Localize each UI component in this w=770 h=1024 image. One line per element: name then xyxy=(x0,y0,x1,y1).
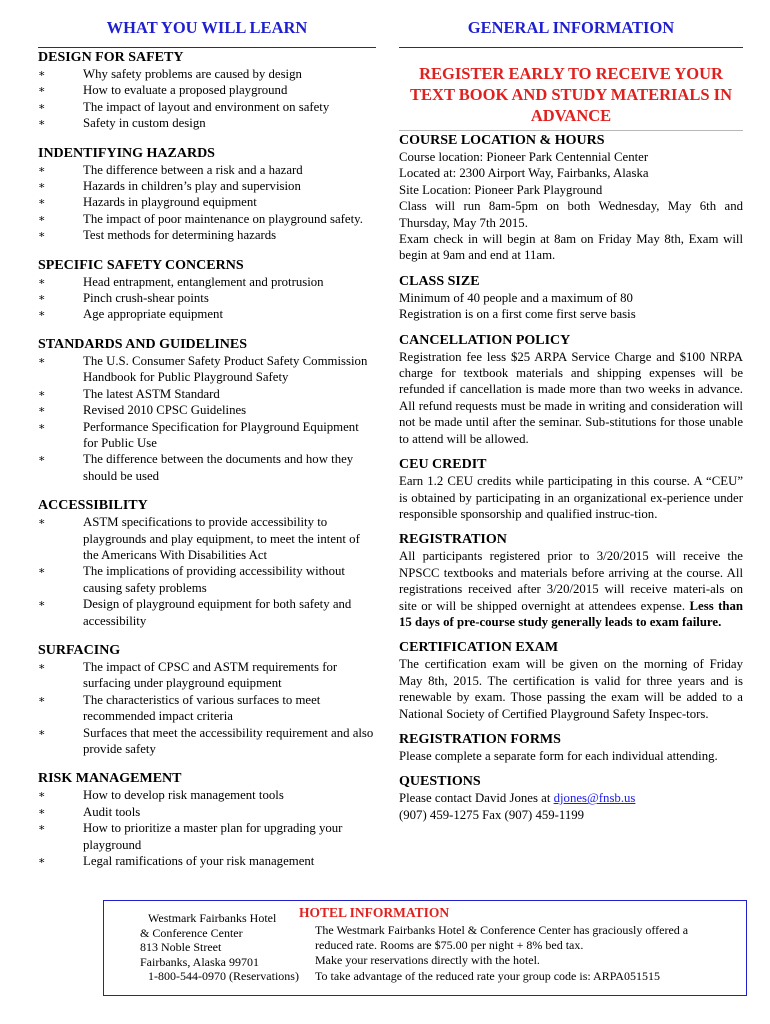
list-item: ∗ Test methods for determining hazards xyxy=(38,228,277,243)
section-ceu-credit xyxy=(399,457,743,522)
section-course-location xyxy=(399,133,743,264)
phone-fax-line: (907) 459-1275 Fax (907) 459-1199 xyxy=(399,807,585,822)
register-early-banner: REGISTER EARLY TO RECEIVE YOUR TEXT BOOK AND STUDY MATERIALS IN ADVANCE xyxy=(399,63,743,131)
hotel-address xyxy=(140,911,310,984)
asterisk-icon: ∗ xyxy=(38,68,46,80)
section-heading: CEU CREDIT xyxy=(399,457,487,473)
list-item: ∗ The implications of providing accessibility without causing safety problems xyxy=(38,564,345,595)
asterisk-icon: ∗ xyxy=(38,404,46,417)
hotel-text-line: Make your reservations directly with the hotel. xyxy=(315,953,540,968)
section-heading: CERTIFICATION EXAM xyxy=(399,640,559,656)
list-item: ∗ Age appropriate equipment xyxy=(38,307,224,322)
asterisk-icon: ∗ xyxy=(38,354,46,367)
list-item: ∗ The difference between the documents and how they should be used xyxy=(38,452,354,483)
section-heading: DESIGN FOR SAFETY xyxy=(38,50,184,65)
section-heading: CLASS SIZE xyxy=(399,273,480,289)
right-column-title: GENERAL INFORMATION xyxy=(399,18,743,48)
list-item: ∗ Legal ramifications of your risk management xyxy=(38,854,315,869)
section-accessibility xyxy=(38,498,376,629)
section-registration xyxy=(399,532,743,630)
asterisk-icon: ∗ xyxy=(38,292,46,305)
what-you-will-learn-column xyxy=(38,18,376,869)
asterisk-icon: ∗ xyxy=(38,516,46,529)
asterisk-icon: ∗ xyxy=(38,275,46,288)
class-size-line: Minimum of 40 people and a maximum of 80 xyxy=(399,290,633,305)
class-hours: Class will run 8am-5pm on both Wednesday, May 6th and Thursday, May 7th 2015. xyxy=(399,199,743,230)
asterisk-icon: ∗ xyxy=(38,212,46,225)
list-item: ∗ Hazards in children’s play and supervision xyxy=(38,179,301,194)
registration-warning: Less than 15 days of pre-course study generally leads to exam failure. xyxy=(399,598,744,629)
asterisk-icon: ∗ xyxy=(38,822,46,835)
section-heading: ACCESSIBILITY xyxy=(38,498,148,514)
asterisk-icon: ∗ xyxy=(38,196,46,209)
hotel-text-line: reduced rate. Rooms are $75.00 per night + 8% bed tax. xyxy=(315,938,584,953)
section-specific-safety-concerns xyxy=(38,258,376,323)
list-item: ∗ Surfaces that meet the accessibility requirement and also provide safety xyxy=(38,725,374,756)
asterisk-icon: ∗ xyxy=(38,660,46,673)
asterisk-icon: ∗ xyxy=(38,117,46,130)
general-information-column xyxy=(399,18,743,823)
section-heading: QUESTIONS xyxy=(399,774,481,790)
hotel-information-text xyxy=(315,923,735,984)
list-item: ∗ Design of playground equipment for both safety and accessibility xyxy=(38,597,352,628)
ceu-text: Earn 1.2 CEU credits while participating in this course. A “CEU” is obtained by participating in an organizational ex-perience under responsible sponsorship and qualified instruc-tion. xyxy=(399,474,743,521)
asterisk-icon: ∗ xyxy=(38,789,46,802)
list-item: ∗ Why safety problems are caused by design xyxy=(38,67,302,81)
list-item: ∗ Safety in custom design xyxy=(38,116,206,131)
section-heading: SPECIFIC SAFETY CONCERNS xyxy=(38,257,244,273)
list-item: ∗ Pinch crush-shear points xyxy=(38,291,209,306)
list-item: ∗ The U.S. Consumer Safety Product Safety Commission Handbook for Public Playground Safety xyxy=(38,353,368,385)
list-item: ∗ The impact of CPSC and ASTM requirements for surfacing under playground equipment xyxy=(38,659,338,691)
asterisk-icon: ∗ xyxy=(38,420,46,433)
asterisk-icon: ∗ xyxy=(38,84,46,97)
asterisk-icon: ∗ xyxy=(38,598,46,611)
list-item: ∗ The latest ASTM Standard xyxy=(38,386,220,401)
section-heading: SURFACING xyxy=(38,642,121,658)
list-item: ∗ Audit tools xyxy=(38,804,141,819)
location-line: Site Location: Pioneer Park Playground xyxy=(399,182,603,197)
section-heading: RISK MANAGEMENT xyxy=(38,771,182,787)
section-heading: REGISTRATION FORMS xyxy=(399,731,561,747)
asterisk-icon: ∗ xyxy=(38,805,46,818)
list-item: ∗ Hazards in playground equipment xyxy=(38,195,257,210)
asterisk-icon: ∗ xyxy=(38,387,46,400)
hotel-address-line: & Conference Center xyxy=(140,925,243,940)
asterisk-icon: ∗ xyxy=(38,565,46,578)
hotel-text-line: The Westmark Fairbanks Hotel & Conference Center has graciously offered a xyxy=(315,923,689,937)
list-item: ∗ How to evaluate a proposed playground xyxy=(38,83,288,98)
hotel-information-box xyxy=(103,900,747,996)
list-item: ∗ Head entrapment, entanglement and protrusion xyxy=(38,274,324,289)
asterisk-icon: ∗ xyxy=(38,453,46,466)
cancellation-text: Registration fee less $25 ARPA Service Charge and $100 NRPA charge for textbook materials and shipping expenses will be refunded if cancellation is made more than two weeks in advance. All refund requests must be made in writing and consideration will not be made until after the seminar. Sub-stitutions for those unable to attend will be allowed. xyxy=(399,349,743,446)
asterisk-icon: ∗ xyxy=(38,100,46,113)
location-line: Located at: 2300 Airport Way, Fairbanks, Alaska xyxy=(399,166,649,181)
asterisk-icon: ∗ xyxy=(38,855,46,868)
section-heading: REGISTRATION xyxy=(399,532,507,548)
class-size-line: Registration is on a first come first serve basis xyxy=(399,307,636,322)
asterisk-icon: ∗ xyxy=(38,163,46,176)
forms-text: Please complete a separate form for each individual attending. xyxy=(399,748,718,763)
section-heading: CANCELLATION POLICY xyxy=(399,332,571,348)
list-item: ∗ The impact of poor maintenance on playground safety. xyxy=(38,211,363,226)
section-certification-exam xyxy=(399,640,743,722)
section-registration-forms xyxy=(399,732,743,764)
list-item: ∗ ASTM specifications to provide accessibility to playgrounds and play equipment, to meet the intent of the Americans With Disabilities Act xyxy=(38,515,360,562)
section-identifying-hazards xyxy=(38,146,376,244)
section-class-size xyxy=(399,274,743,323)
contact-email-link[interactable]: djones@fnsb.us xyxy=(553,791,636,806)
registration-text: All participants registered prior to 3/20/2015 will receive the NPSCC textbooks and materials before arriving at the course. All registrations received after 3/20/2015 will receive materi-als on site or will be shipped overnight at attendees expense. Less than 15 days of pre-course study generally leads to exam failure. xyxy=(399,549,744,629)
list-item: ∗ Performance Specification for Playground Equipment for Public Use xyxy=(38,419,359,450)
location-line: Course location: Pioneer Park Centennial Center xyxy=(399,150,649,164)
list-item: ∗ The difference between a risk and a hazard xyxy=(38,162,303,177)
section-heading: STANDARDS AND GUIDELINES xyxy=(38,336,248,352)
list-item: ∗ How to develop risk management tools xyxy=(38,788,284,803)
hotel-address-line: Westmark Fairbanks Hotel xyxy=(148,911,277,925)
section-risk-management xyxy=(38,771,376,869)
left-column-title: WHAT YOU WILL LEARN xyxy=(38,18,376,48)
asterisk-icon: ∗ xyxy=(38,308,46,321)
section-heading: COURSE LOCATION & HOURS xyxy=(399,133,605,148)
asterisk-icon: ∗ xyxy=(38,693,46,706)
contact-line: Please contact David Jones at djones@fnsb.us xyxy=(399,791,636,806)
section-cancellation-policy xyxy=(399,333,743,447)
list-item: ∗ How to prioritize a master plan for upgrading your playground xyxy=(38,821,343,852)
section-questions xyxy=(399,774,743,823)
list-item: ∗ The impact of layout and environment on safety xyxy=(38,99,330,114)
hotel-address-line: 813 Noble Street xyxy=(140,940,222,955)
asterisk-icon: ∗ xyxy=(38,726,46,739)
list-item: ∗ The characteristics of various surfaces to meet recommended impact criteria xyxy=(38,692,321,724)
list-item: ∗ Revised 2010 CPSC Guidelines xyxy=(38,403,247,418)
asterisk-icon: ∗ xyxy=(38,229,46,242)
section-heading: INDENTIFYING HAZARDS xyxy=(38,145,215,161)
exam-text: The certification exam will be given on the morning of Friday May 8th, 2015. The certification is valid for three years and is renewable by exam. Those passing the exam will be added to a National Society of Certified Playground Safety Inspec-tors. xyxy=(399,657,743,721)
hotel-phone-line: 1-800-544-0970 (Reservations) xyxy=(148,969,299,984)
exam-hours: Exam check in will begin at 8am on Friday May 8th, Exam will begin at 9am and end at 11am. xyxy=(399,232,743,263)
section-surfacing xyxy=(38,643,376,757)
asterisk-icon: ∗ xyxy=(38,180,46,193)
hotel-text-line: To take advantage of the reduced rate your group code is: ARPA051515 xyxy=(315,968,660,983)
hotel-information-title: HOTEL INFORMATION xyxy=(299,905,450,920)
hotel-address-line: Fairbanks, Alaska 99701 xyxy=(140,954,259,969)
section-standards-and-guidelines xyxy=(38,337,376,484)
section-design-for-safety xyxy=(38,50,376,132)
